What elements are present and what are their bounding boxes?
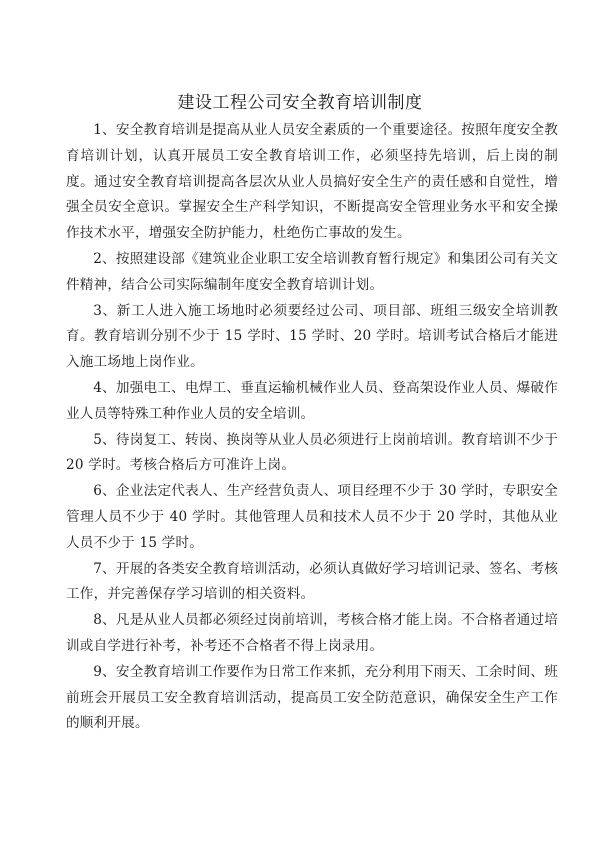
paragraph-9: 9、安全教育培训工作要作为日常工作来抓，充分利用下雨天、工余时间、班前班会开展员工安全教育培训活动，提高员工安全防范意识，确保安全生产工作的顺利开展。: [66, 663, 558, 732]
paragraph-4: 4、加强电工、电焊工、垂直运输机械作业人员、登高架设作业人员、爆破作业人员等特殊工种作业人员的安全培训。: [66, 379, 558, 422]
paragraph-7: 7、开展的各类安全教育培训活动，必须认真做好学习培训记录、签名、考核工作，并完善保存学习培训的相关资料。: [66, 560, 558, 603]
paragraph-1: 1、安全教育培训是提高从业人员安全素质的一个重要途径。按照年度安全教育培训计划，认真开展员工安全教育培训工作，必须坚持先培训，后上岗的制度。通过安全教育培训提高各层次从业人员搞好安全生产的责任感和自觉性，增强全员安全意识。掌握安全生产科学知识，不断提高安全管理业务水平和安全操作技术水平，增强安全防护能力，杜绝伤亡事故的发生。: [66, 122, 558, 242]
paragraph-6: 6、企业法定代表人、生产经营负责人、项目经理不少于 30 学时，专职安全管理人员不少于 40 学时。其他管理人员和技术人员不少于 20 学时，其他从业人员不少于 15 学时。: [66, 483, 558, 551]
document-title: 建设工程公司安全教育培训制度: [177, 93, 423, 113]
paragraph-5: 5、待岗复工、转岗、换岗等从业人员必须进行上岗前培训。教育培训不少于 20 学时。考核合格后方可准许上岗。: [66, 431, 558, 474]
paragraph-2: 2、按照建设部《建筑业企业职工安全培训教育暂行规定》和集团公司有关文件精神，结合公司实际编制年度安全教育培训计划。: [66, 250, 558, 293]
paragraph-3: 3、新工人进入施工场地时必须要经过公司、项目部、班组三级安全培训教育。教育培训分别不少于 15 学时、15 学时、20 学时。培训考试合格后才能进入施工场地上岗作业。: [66, 302, 558, 371]
document-body: [66, 118, 558, 737]
paragraph-8: 8、凡是从业人员都必须经过岗前培训，考核合格才能上岗。不合格者通过培训或自学进行补考，补考还不合格者不得上岗录用。: [66, 612, 558, 654]
